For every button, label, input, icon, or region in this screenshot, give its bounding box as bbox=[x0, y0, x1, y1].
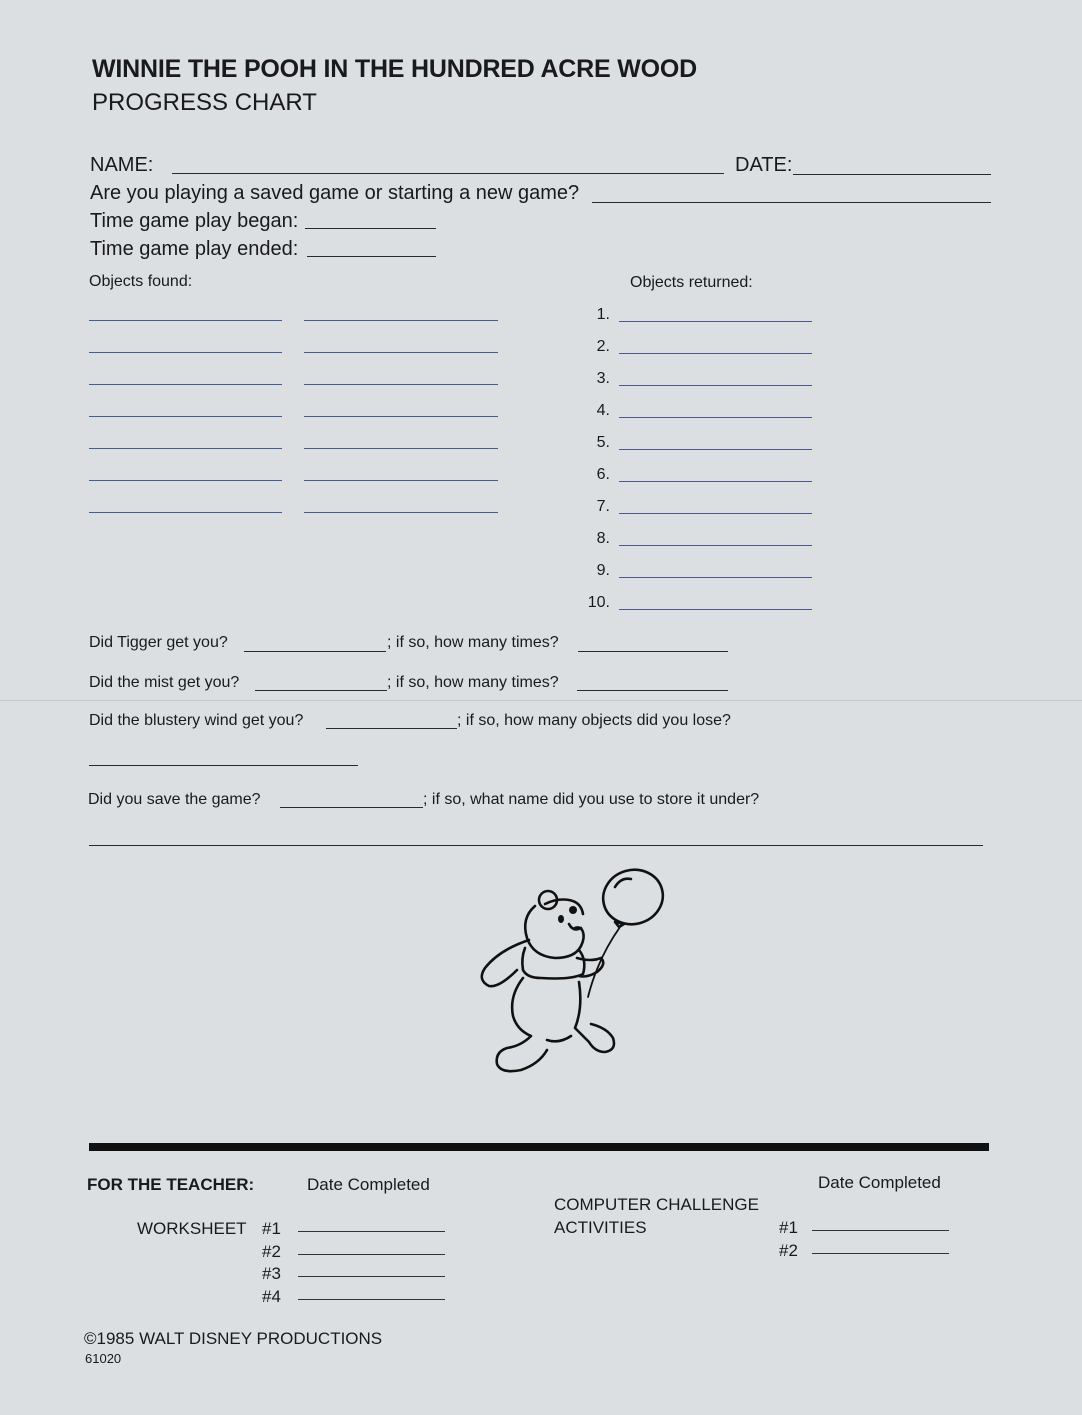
wind-followup: ; if so, how many objects did you lose? bbox=[457, 712, 731, 729]
activity-date-field[interactable] bbox=[812, 1230, 949, 1231]
saved-game-question: Are you playing a saved game or starting a new game? bbox=[90, 182, 580, 204]
object-returned-field[interactable] bbox=[619, 577, 812, 578]
object-returned-field[interactable] bbox=[619, 545, 812, 546]
returned-number: 8. bbox=[596, 530, 610, 547]
object-returned-field[interactable] bbox=[619, 385, 812, 386]
object-returned-field[interactable] bbox=[619, 609, 812, 610]
paper-fold-crease bbox=[0, 700, 1082, 701]
object-found-field[interactable] bbox=[89, 352, 282, 353]
time-ended-field[interactable] bbox=[307, 256, 436, 257]
tigger-followup: ; if so, how many times? bbox=[387, 634, 559, 651]
page-title: WINNIE THE POOH IN THE HUNDRED ACRE WOOD bbox=[92, 55, 697, 83]
object-returned-field[interactable] bbox=[619, 513, 812, 514]
time-ended-label: Time game play ended: bbox=[90, 238, 299, 260]
worksheet-number: #2 bbox=[262, 1241, 281, 1261]
page-subtitle: PROGRESS CHART bbox=[92, 89, 317, 116]
object-returned-field[interactable] bbox=[619, 353, 812, 354]
wind-question: Did the blustery wind get you? bbox=[89, 712, 304, 729]
date-label: DATE: bbox=[735, 154, 793, 176]
name-label: NAME: bbox=[90, 154, 154, 176]
section-divider bbox=[89, 1143, 989, 1151]
wind-answer-field[interactable] bbox=[326, 728, 457, 729]
copyright-notice: ©1985 WALT DISNEY PRODUCTIONS bbox=[84, 1329, 383, 1348]
saved-game-field[interactable] bbox=[592, 202, 991, 203]
time-began-field[interactable] bbox=[305, 228, 436, 229]
worksheet-label: WORKSHEET bbox=[137, 1219, 247, 1238]
object-found-field[interactable] bbox=[304, 352, 498, 353]
returned-number: 9. bbox=[596, 562, 610, 579]
object-found-field[interactable] bbox=[89, 416, 282, 417]
returned-number: 3. bbox=[596, 370, 610, 387]
returned-number: 1. bbox=[596, 306, 610, 323]
object-returned-field[interactable] bbox=[619, 449, 812, 450]
worksheet-date-field[interactable] bbox=[298, 1276, 445, 1277]
time-began-label: Time game play began: bbox=[90, 210, 299, 232]
worksheet-number: #4 bbox=[262, 1286, 281, 1306]
teacher-heading: FOR THE TEACHER: bbox=[87, 1175, 255, 1194]
mist-followup: ; if so, how many times? bbox=[387, 674, 559, 691]
object-found-field[interactable] bbox=[89, 448, 282, 449]
worksheet-date-field[interactable] bbox=[298, 1254, 445, 1255]
objects-returned-label: Objects returned: bbox=[630, 274, 753, 291]
product-code: 61020 bbox=[85, 1351, 122, 1366]
object-found-field[interactable] bbox=[304, 448, 498, 449]
returned-number: 6. bbox=[596, 466, 610, 483]
activity-number: #1 bbox=[779, 1218, 798, 1237]
activities-label: ACTIVITIES bbox=[554, 1218, 647, 1237]
date-completed-left: Date Completed bbox=[307, 1175, 430, 1194]
mist-answer-field[interactable] bbox=[255, 690, 387, 691]
returned-number: 4. bbox=[596, 402, 610, 419]
object-found-field[interactable] bbox=[304, 480, 498, 481]
activity-date-field[interactable] bbox=[812, 1253, 949, 1254]
mist-question: Did the mist get you? bbox=[89, 674, 240, 691]
object-found-field[interactable] bbox=[304, 416, 498, 417]
worksheet-date-field[interactable] bbox=[298, 1231, 445, 1232]
returned-number: 10. bbox=[587, 594, 610, 611]
object-returned-field[interactable] bbox=[619, 321, 812, 322]
save-question: Did you save the game? bbox=[88, 791, 261, 808]
object-found-field[interactable] bbox=[89, 512, 282, 513]
pooh-with-balloon-icon bbox=[465, 862, 675, 1077]
object-found-field[interactable] bbox=[89, 320, 282, 321]
computer-challenge-label: COMPUTER CHALLENGE bbox=[554, 1195, 759, 1214]
objects-found-label: Objects found: bbox=[89, 273, 193, 290]
save-followup: ; if so, what name did you use to store it under? bbox=[423, 791, 760, 808]
save-answer-field[interactable] bbox=[280, 807, 423, 808]
date-completed-right: Date Completed bbox=[818, 1173, 941, 1192]
tigger-answer-field[interactable] bbox=[244, 651, 386, 652]
worksheet-date-field[interactable] bbox=[298, 1299, 445, 1300]
object-found-field[interactable] bbox=[89, 384, 282, 385]
object-returned-field[interactable] bbox=[619, 481, 812, 482]
wind-objects-lost-field[interactable] bbox=[89, 765, 358, 766]
worksheet-number: #1 bbox=[262, 1219, 281, 1238]
date-field[interactable] bbox=[793, 174, 991, 175]
object-found-field[interactable] bbox=[304, 384, 498, 385]
object-returned-field[interactable] bbox=[619, 417, 812, 418]
mist-count-field[interactable] bbox=[577, 690, 728, 691]
tigger-count-field[interactable] bbox=[578, 651, 728, 652]
object-found-field[interactable] bbox=[89, 480, 282, 481]
returned-number: 2. bbox=[596, 338, 610, 355]
worksheet-number: #3 bbox=[262, 1264, 281, 1283]
returned-number: 7. bbox=[596, 498, 610, 515]
name-field[interactable] bbox=[172, 173, 724, 174]
tigger-question: Did Tigger get you? bbox=[89, 634, 228, 651]
save-name-field[interactable] bbox=[89, 845, 983, 846]
activity-number: #2 bbox=[779, 1241, 798, 1260]
object-found-field[interactable] bbox=[304, 512, 498, 513]
object-found-field[interactable] bbox=[304, 320, 498, 321]
returned-number: 5. bbox=[596, 434, 610, 451]
